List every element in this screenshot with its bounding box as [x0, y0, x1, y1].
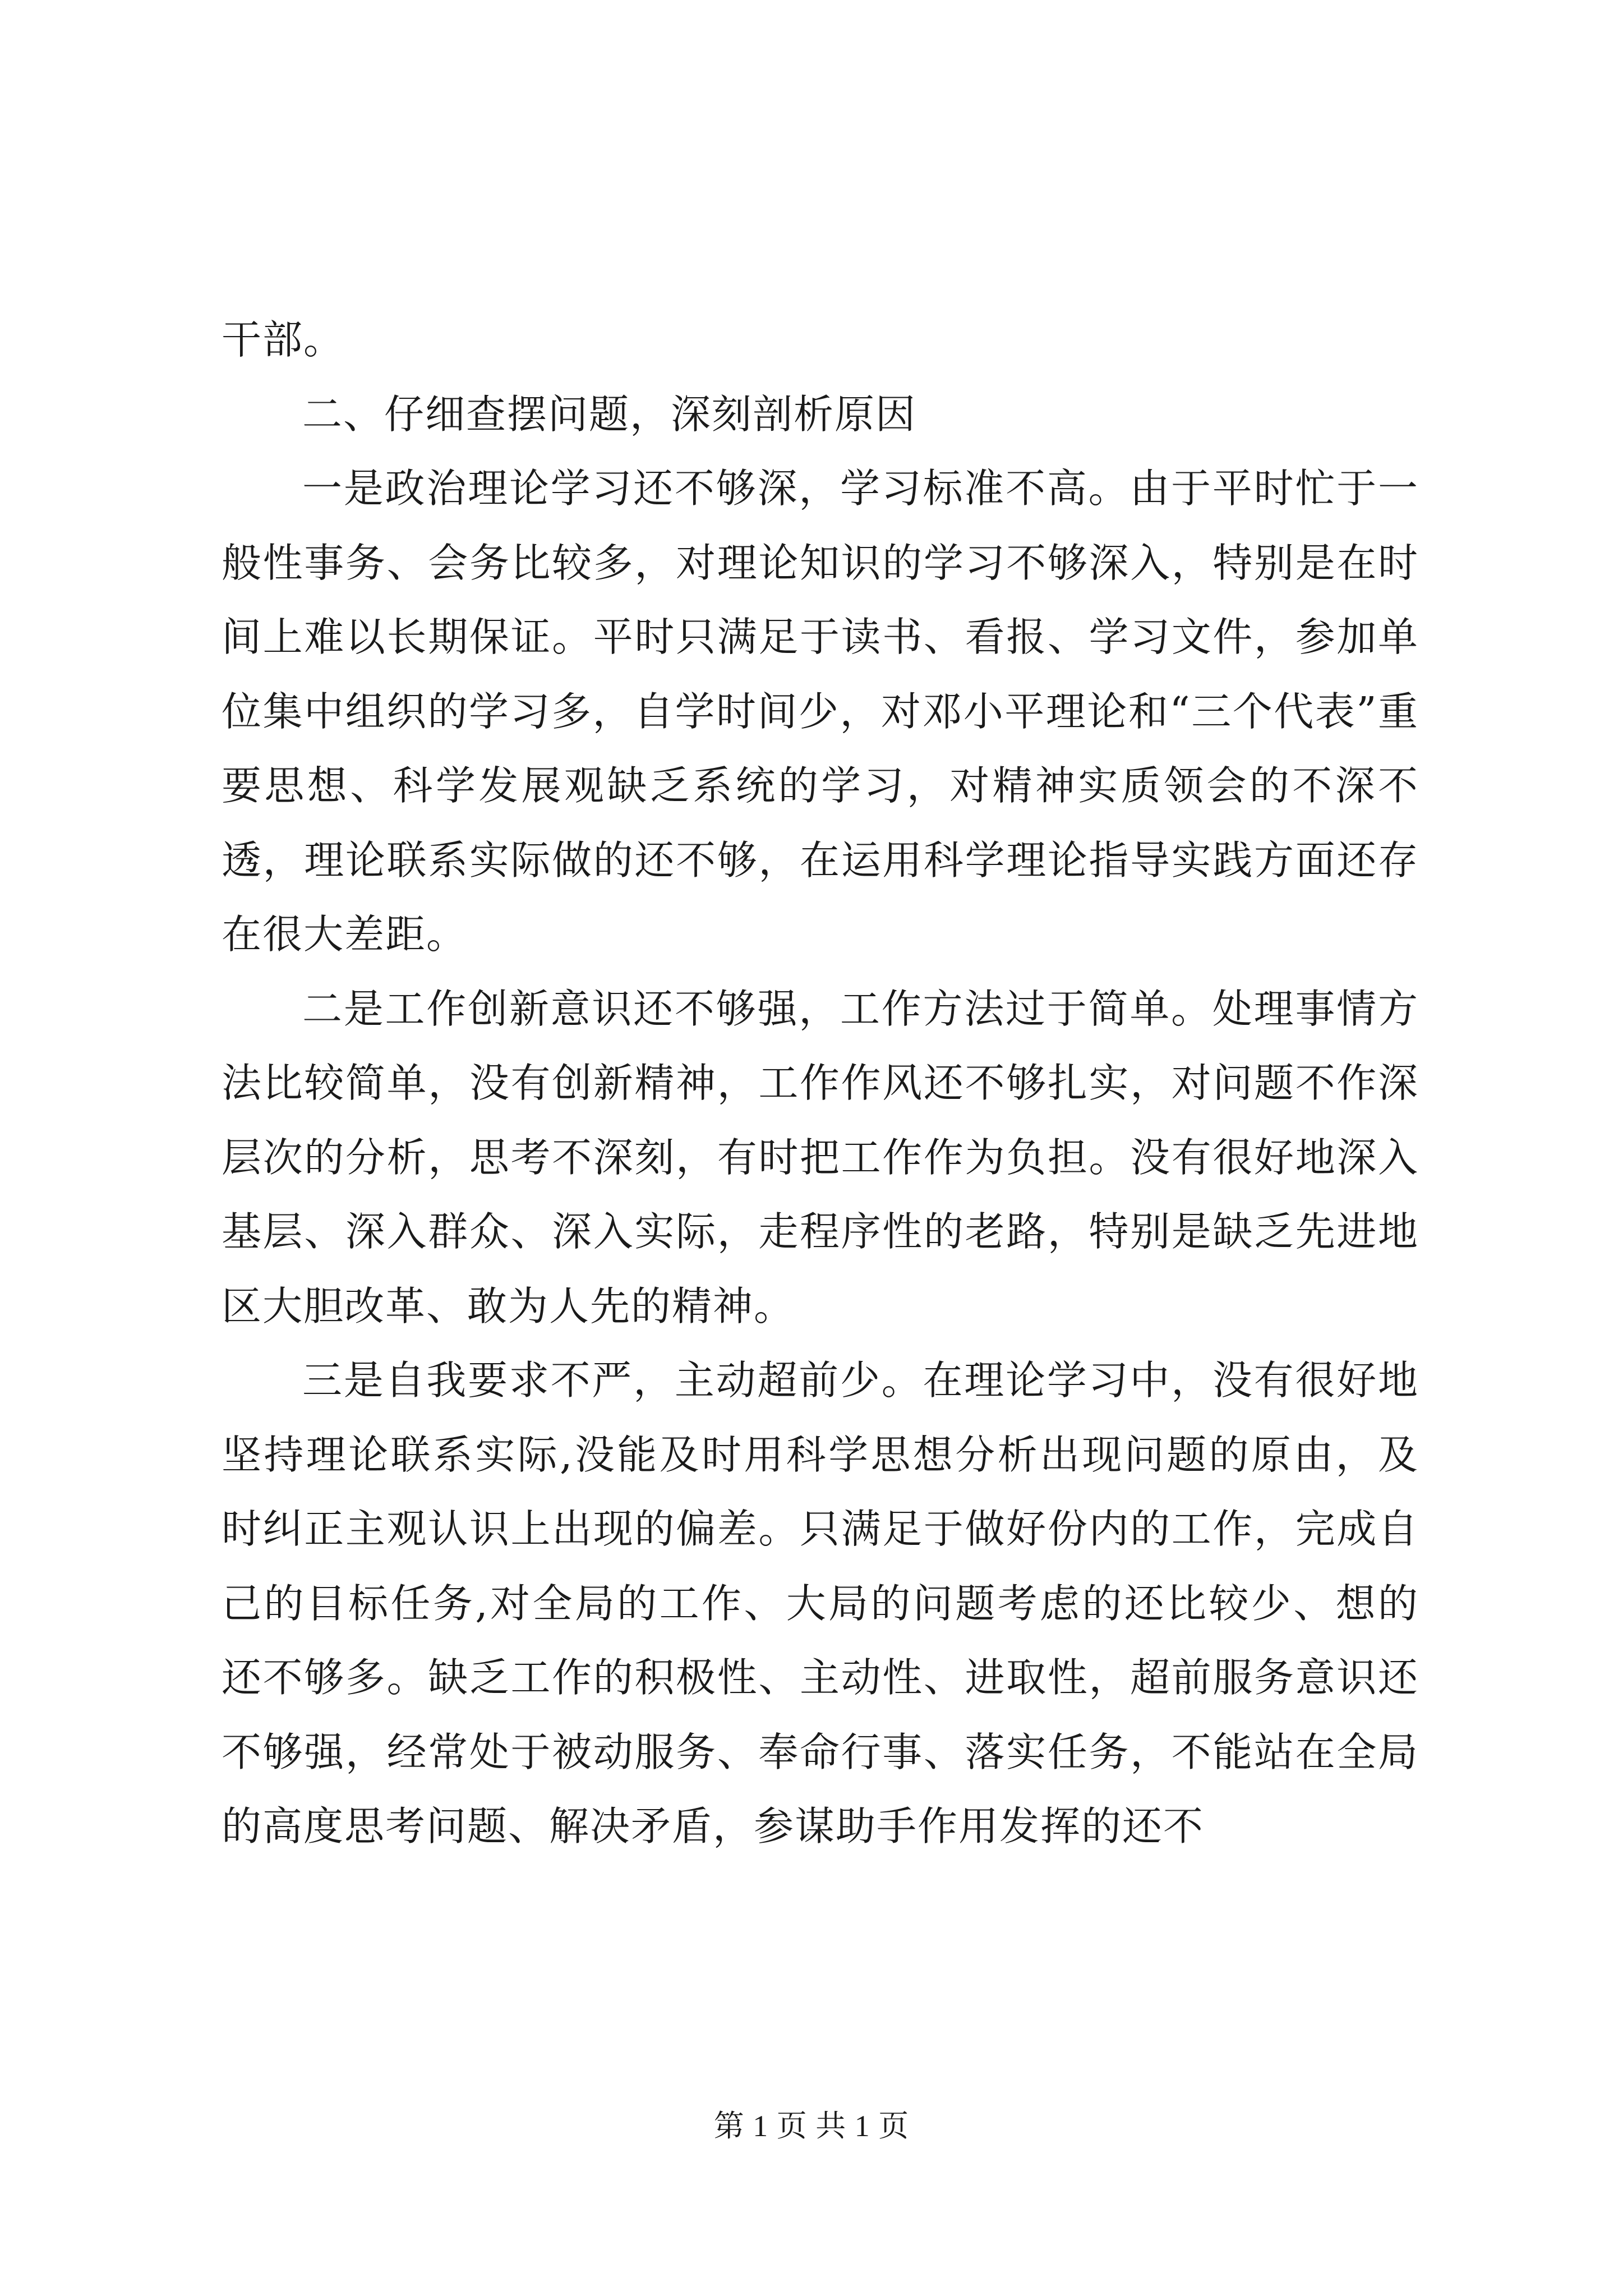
paragraph: 二是工作创新意识还不够强，工作方法过于简单。处理事情方法比较简单，没有创新精神，工作作风还不够扎实，对问题不作深层次的分析，思考不深刻，有时把工作作为负担。没有很好地深入基层、深入群众、深入实际，走程序性的老路，特别是缺乏先进地区大胆改革、敢为人先的精神。 — [222, 985, 1419, 1329]
paragraph: 一是政治理论学习还不够深，学习标准不高。由于平时忙于一般性事务、会务比较多，对理论知识的学习不够深入，特别是在时间上难以长期保证。平时只满足于读书、看报、学习文件，参加单位集中组织的学习多，自学时间少，对邓小平理论和“三个代表”重要思想、科学发展观缺乏系统的学习，对精神实质领会的不深不透，理论联系实际做的还不够，在运用科学理论指导实践方面还存在很大差距。 — [222, 465, 1419, 958]
paragraph: 干部。 — [222, 316, 345, 363]
document-body — [222, 303, 1419, 1864]
section-heading: 二、仔细查摆问题，深刻剖析原因 — [302, 390, 917, 438]
paragraph: 三是自我要求不严，主动超前少。在理论学习中，没有很好地坚持理论联系实际,没能及时用科学思想分析出现问题的原由，及时纠正主观认识上出现的偏差。只满足于做好份内的工作，完成自己的目标任务,对全局的工作、大局的问题考虑的还比较少、想的还不够多。缺乏工作的积极性、主动性、进取性，超前服务意识还不够强，经常处于被动服务、奉命行事、落实任务，不能站在全局的高度思考问题、解决矛盾，参谋助手作用发挥的还不 — [222, 1357, 1419, 1849]
page-number-footer: 第 1 页 共 1 页 — [713, 2109, 910, 2143]
